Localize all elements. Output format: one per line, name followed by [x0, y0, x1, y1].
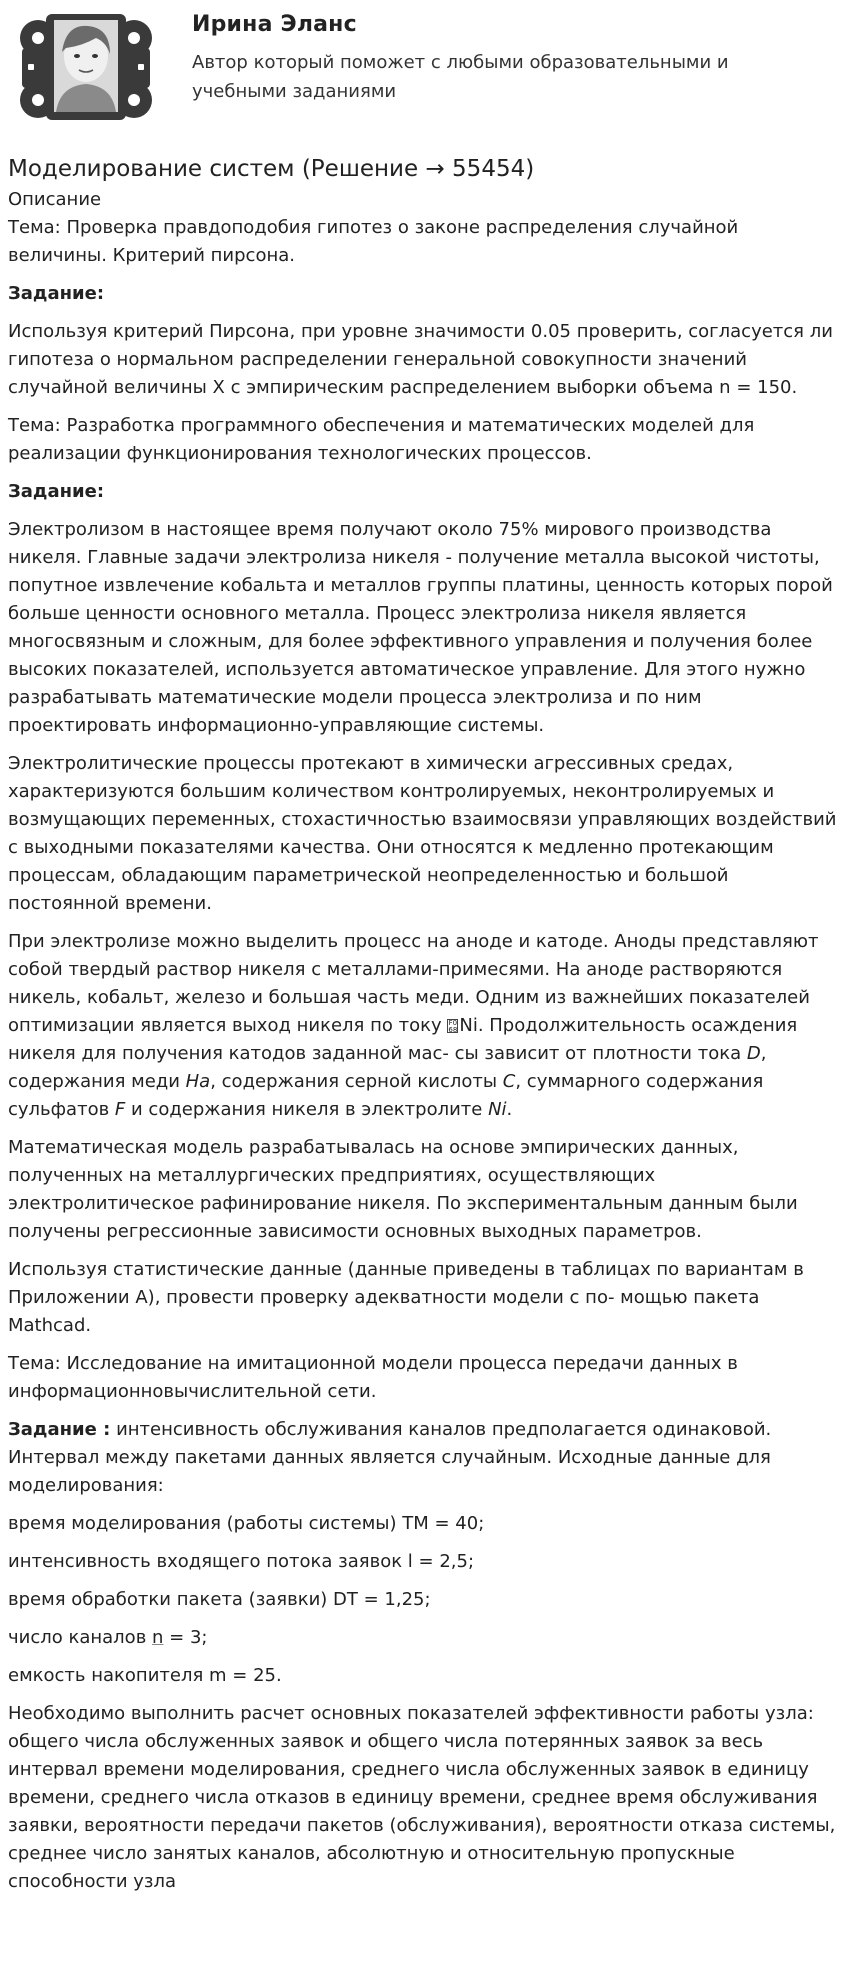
param-buffer: емкость накопителя m = 25. [8, 1665, 282, 1686]
paragraph-anode-cathode [8, 928, 842, 1124]
param-channels-text-b: = 3; [163, 1627, 208, 1648]
paragraph-mathcad: Используя статистические данные (данные приведены в таблицах по вариантам в Приложении А), провести проверку адекватности модели с по- мощью пакета Mathcad. [8, 1259, 804, 1336]
param-channels [8, 1624, 842, 1652]
paragraph-anode-text-f: и содержания никеля в электролите [125, 1099, 489, 1120]
param-channels-n: n [152, 1627, 164, 1648]
paragraph-anode-text-c: , содержания меди [8, 1043, 767, 1092]
article-body [8, 186, 842, 1896]
var-Ni: Ni [488, 1099, 507, 1120]
page-title: Моделирование систем (Решение → 55454) [8, 156, 535, 182]
author-description: Автор который поможет с любыми образовательными и учебными заданиями [192, 52, 729, 102]
paragraph-anode-text-d: , содержания серной кислоты [210, 1071, 503, 1092]
param-channels-text-a: число каналов [8, 1627, 153, 1648]
task-3 [8, 1416, 842, 1500]
author-card [8, 0, 847, 140]
topic-1: Тема: Проверка правдоподобия гипотез о законе распределения случайной величины. Критерий пирсона. [8, 217, 739, 266]
task-1-label: Задание: [8, 283, 105, 304]
task-2-label: Задание: [8, 481, 105, 502]
paragraph-anode-text-a: При электролизе можно выделить процесс на аноде и катоде. Аноды представляют собой твердый раствор никеля с металлами-примесями. На аноде растворяются никель, кобальт, железо и большая часть меди. Одним из важнейших показателей оптимизации является выход никеля по току [8, 931, 819, 1036]
paragraph-model: Математическая модель разрабатывалась на основе эмпирических данных, полученных на металлургических предприятиях, осуществляющих электролитическое рафинирование никеля. По экспериментальным данным были получены регрессионные зависимости основных выходных параметров. [8, 1137, 798, 1242]
var-C: C [502, 1071, 516, 1092]
paragraph-anode-text-b: Ni. Продолжительность осаждения никеля для получения катодов заданной мас- сы зависит от плотности тока [8, 1015, 798, 1064]
description-label: Описание [8, 189, 102, 210]
paragraph-anode-text-g: . [506, 1099, 513, 1120]
author-avatar [16, 8, 156, 126]
topic-3: Тема: Исследование на имитационной модели процесса передачи данных в информационновычислительной сети. [8, 1353, 738, 1402]
missing-glyph-icon: F0 68 [448, 1019, 458, 1034]
paragraph-anode-text-e: , суммарного содержания сульфатов [8, 1071, 764, 1120]
paragraph-processes: Электролитические процессы протекают в химически агрессивных средах, характеризуются большим количеством контролируемых, неконтролируемых и возмущающих переменных, стохастичностью взаимосвязи управляющих воздействий с выходными показателями качества. Они относятся к медленно протекающим процессам, обладающим параметрической неопределенностью и большой постоянной времени. [8, 753, 837, 914]
param-intensity: интенсивность входящего потока заявок l = 2,5; [8, 1551, 475, 1572]
topic-2: Тема: Разработка программного обеспечения и математических моделей для реализации функционирования технологических процессов. [8, 415, 755, 464]
var-F: F [114, 1099, 126, 1120]
task-1-text: Используя критерий Пирсона, при уровне значимости 0.05 проверить, согласуется ли гипотеза о нормальном распределении генеральной совокупности значений случайной величины X с эмпирическим распределением выборки объема n = 150. [8, 321, 833, 398]
paragraph-conclusion: Необходимо выполнить расчет основных показателей эффективности работы узла: общего числа обслуженных заявок и общего числа потерянных заявок за весь интервал времени моделирования, среднего числа обслуженных заявок в единицу времени, среднего числа отказов в единицу времени, среднее время обслуживания заявки, вероятности передачи пакетов (обслуживания), вероятности отказа системы, среднее число занятых каналов, абсолютную и относительную пропускные способности узла [8, 1703, 836, 1892]
var-D: D [746, 1043, 761, 1064]
param-modeling-time: время моделирования (работы системы) TM = 40; [8, 1513, 485, 1534]
task-3-text: интенсивность обслуживания каналов предполагается одинаковой. Интервал между пакетами данных является случайным. Исходные данные для моделирования: [8, 1419, 772, 1496]
author-name[interactable]: Ирина Эланс [192, 12, 357, 37]
task-3-label: Задание : [8, 1419, 111, 1440]
paragraph-electrolysis: Электролизом в настоящее время получают около 75% мирового производства никеля. Главные задачи электролиза никеля - получение металла высокой чистоты, попутное извлечение кобальта и металлов группы платины, ценность которых порой больше ценности основного металла. Процесс электролиза никеля является многосвязным и сложным, для более эффективного управления и получения более высоких показателей, используется автоматическое управление. Для этого нужно разрабатывать математические модели процесса электролиза и по ним проектировать информационно-управляющие системы. [8, 519, 833, 736]
param-processing-time: время обработки пакета (заявки) DT = 1,25; [8, 1589, 431, 1610]
var-Ha: Ha [185, 1071, 211, 1092]
